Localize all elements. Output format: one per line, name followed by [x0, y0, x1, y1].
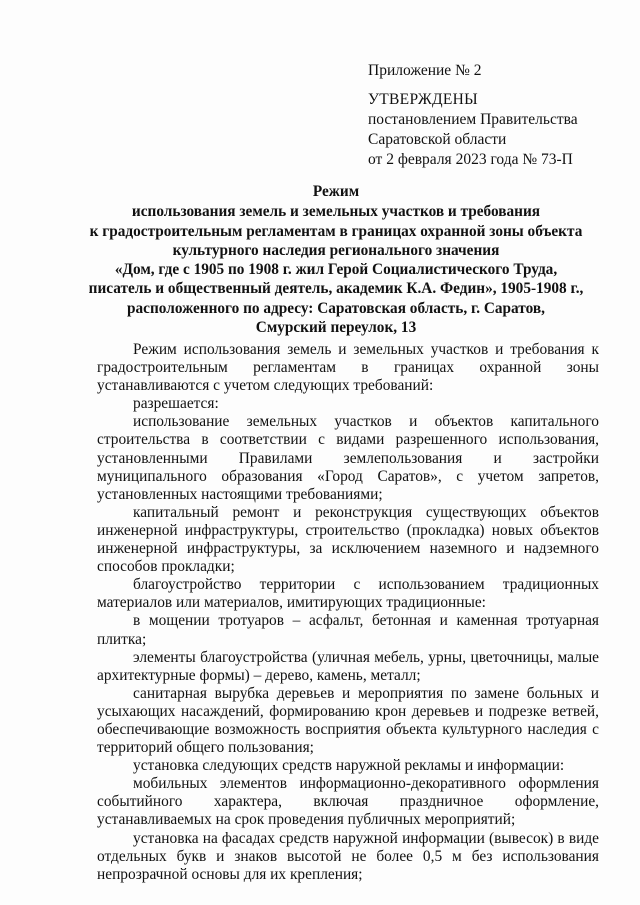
- body-paragraph: использование земельных участков и объектов капитального строительства в соответствии с видами разрешенного использования, установленными Правилами землепользования и застройки муниципального образования «Город Саратов», с учетом запретов, установленных настоящими требованиями;: [97, 413, 599, 503]
- approved-heading: УТВЕРЖДЕНЫ: [368, 91, 478, 108]
- title-line: Смурский переулок, 13: [255, 319, 417, 337]
- body-paragraph: капитальный ремонт и реконструкция существующих объектов инженерной инфраструктуры, строительство (прокладка) новых объектов инженерной инфраструктуры, за исключением наземного и надземного способов прокладки;: [97, 503, 599, 576]
- approval-line: постановлением Правительства: [368, 111, 578, 128]
- body-paragraph: благоустройство территории с использованием традиционных материалов или материалов, имитирующих традиционные:: [97, 576, 599, 612]
- title-line: культурного наследия регионального значения: [172, 241, 500, 259]
- body-paragraph: элементы благоустройства (уличная мебель, урны, цветочницы, малые архитектурные формы) – дерево, камень, металл;: [97, 648, 599, 684]
- title-line: использования земель и земельных участков и требования: [131, 203, 541, 221]
- body-paragraph: Режим использования земель и земельных участков и требования к градостроительным регламентам в границах охранной зоны устанавливаются с учетом следующих требований:: [97, 341, 599, 395]
- body-paragraph: в мощении тротуаров – асфальт, бетонная и каменная тротуарная плитка;: [97, 612, 599, 648]
- document-body: [97, 341, 599, 884]
- approval-block: [368, 61, 618, 170]
- approval-line: от 2 февраля 2023 года № 73-П: [368, 151, 573, 168]
- title-line: писатель и общественный деятель, академик К.А. Федин», 1905-1908 г.,: [88, 280, 584, 298]
- body-paragraph: мобильных элементов информационно-декоративного оформления событийного характера, включая праздничное оформление, устанавливаемых на срок проведения публичных мероприятий;: [97, 775, 599, 829]
- appendix-number: Приложение № 2: [368, 62, 482, 79]
- approval-line: Саратовской области: [368, 131, 507, 148]
- body-paragraph: разрешается:: [133, 395, 219, 413]
- title-line: к градостроительным регламентам в границах охранной зоны объекта: [89, 222, 583, 240]
- body-paragraph: установка следующих средств наружной рекламы и информации:: [133, 757, 565, 775]
- title-line: «Дом, где с 1905 по 1908 г. жил Герой Социалистического Труда,: [114, 261, 558, 279]
- title-heading: Режим: [312, 183, 360, 200]
- document-title: [60, 182, 612, 337]
- title-line: расположенного по адресу: Саратовская область, г. Саратов,: [127, 299, 545, 317]
- body-paragraph: установка на фасадах средств наружной информации (вывесок) в виде отдельных букв и знаков высотой не более 0,5 м без использования непрозрачной основы для их крепления;: [97, 829, 599, 883]
- body-paragraph: санитарная вырубка деревьев и мероприятия по замене больных и усыхающих насаждений, формированию крон деревьев и подрезке ветвей, обеспечивающие возможность восприятия объекта культурного наследия с территорий общего пользования;: [97, 684, 599, 757]
